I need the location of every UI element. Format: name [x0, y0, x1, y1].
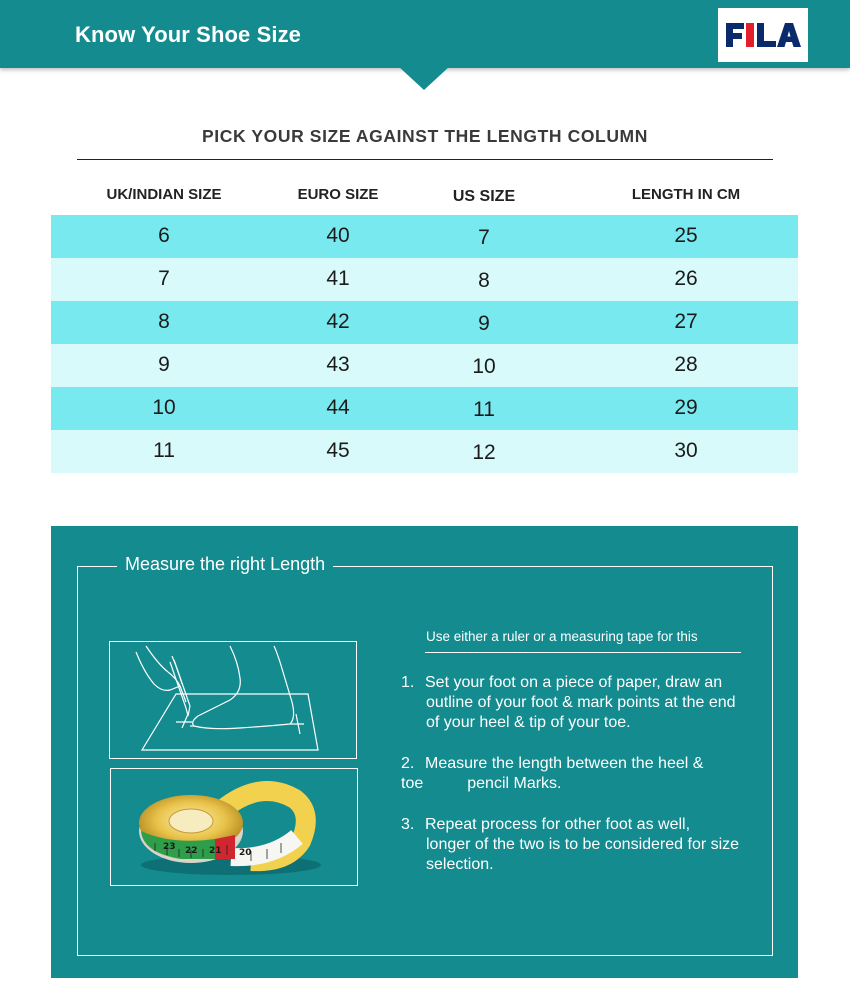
instruction-step-2	[401, 754, 746, 794]
foot-drawing-illustration-icon	[109, 641, 357, 759]
fila-logo-icon	[724, 20, 802, 50]
cell-euro: 45	[326, 439, 350, 462]
instruction-note: Use either a ruler or a measuring tape for this	[426, 629, 698, 644]
cell-length: 25	[674, 224, 698, 247]
step-number: 3.	[401, 816, 415, 833]
step-number: 1.	[401, 674, 415, 691]
step-text: Set your foot on a piece of paper, draw an	[425, 674, 723, 691]
table-heading: PICK YOUR SIZE AGAINST THE LENGTH COLUMN	[202, 126, 648, 146]
step-text-continued: pencil Marks.	[467, 775, 562, 792]
cell-length: 30	[674, 439, 698, 462]
cell-uk: 6	[158, 224, 170, 247]
cell-uk: 8	[158, 310, 170, 333]
cell-us: 11	[473, 398, 495, 421]
table-row	[51, 344, 798, 387]
instruction-step-3	[401, 815, 746, 875]
cell-euro: 42	[326, 310, 350, 333]
cell-us: 9	[478, 312, 490, 335]
page-header	[0, 0, 850, 68]
cell-length: 28	[674, 353, 698, 376]
step-text: Repeat process for other foot as well,	[425, 816, 691, 833]
brand-logo	[718, 8, 808, 62]
measuring-tape-illustration-icon	[110, 768, 358, 886]
table-header-row	[51, 178, 798, 215]
table-row	[51, 215, 798, 258]
column-header-euro: EURO SIZE	[297, 186, 379, 203]
measure-guide-title: Measure the right Length	[117, 554, 333, 575]
cell-uk: 9	[158, 353, 170, 376]
header-pointer	[398, 66, 450, 90]
cell-euro: 44	[326, 396, 350, 419]
tape-number: 21	[209, 846, 222, 856]
table-row	[51, 430, 798, 473]
cell-us: 7	[478, 226, 490, 249]
cell-euro: 43	[326, 353, 350, 376]
step-number: 2.	[401, 755, 415, 772]
step-text-continued: toe	[401, 775, 424, 792]
step-text: Measure the length between the heel &	[425, 755, 704, 772]
heading-divider	[77, 159, 773, 160]
column-header-us: US SIZE	[452, 188, 516, 205]
instruction-divider	[425, 652, 741, 653]
step-text-continued: outline of your foot & mark points at the end of your heel & tip of your toe.	[426, 694, 736, 731]
cell-uk: 11	[153, 439, 175, 462]
measure-guide-panel	[51, 526, 798, 978]
cell-euro: 40	[326, 224, 350, 247]
page-title: Know Your Shoe Size	[75, 22, 302, 47]
table-row	[51, 387, 798, 430]
size-chart-table	[51, 178, 798, 473]
step-text-continued: longer of the two is to be considered for size selection.	[426, 836, 740, 873]
instruction-step-1	[401, 673, 746, 733]
tape-number: 22	[185, 846, 198, 856]
table-row	[51, 258, 798, 301]
cell-length: 27	[674, 310, 698, 333]
cell-us: 12	[472, 441, 496, 464]
cell-us: 8	[478, 269, 490, 292]
table-row	[51, 301, 798, 344]
column-header-length: LENGTH IN CM	[631, 186, 741, 203]
column-header-uk: UK/INDIAN SIZE	[106, 186, 222, 203]
tape-number: 20	[239, 848, 252, 858]
cell-us: 10	[472, 355, 496, 378]
cell-length: 29	[674, 396, 698, 419]
cell-length: 26	[674, 267, 698, 290]
cell-euro: 41	[326, 267, 350, 290]
cell-uk: 10	[152, 396, 176, 419]
cell-uk: 7	[158, 267, 170, 290]
tape-number: 23	[163, 842, 176, 852]
